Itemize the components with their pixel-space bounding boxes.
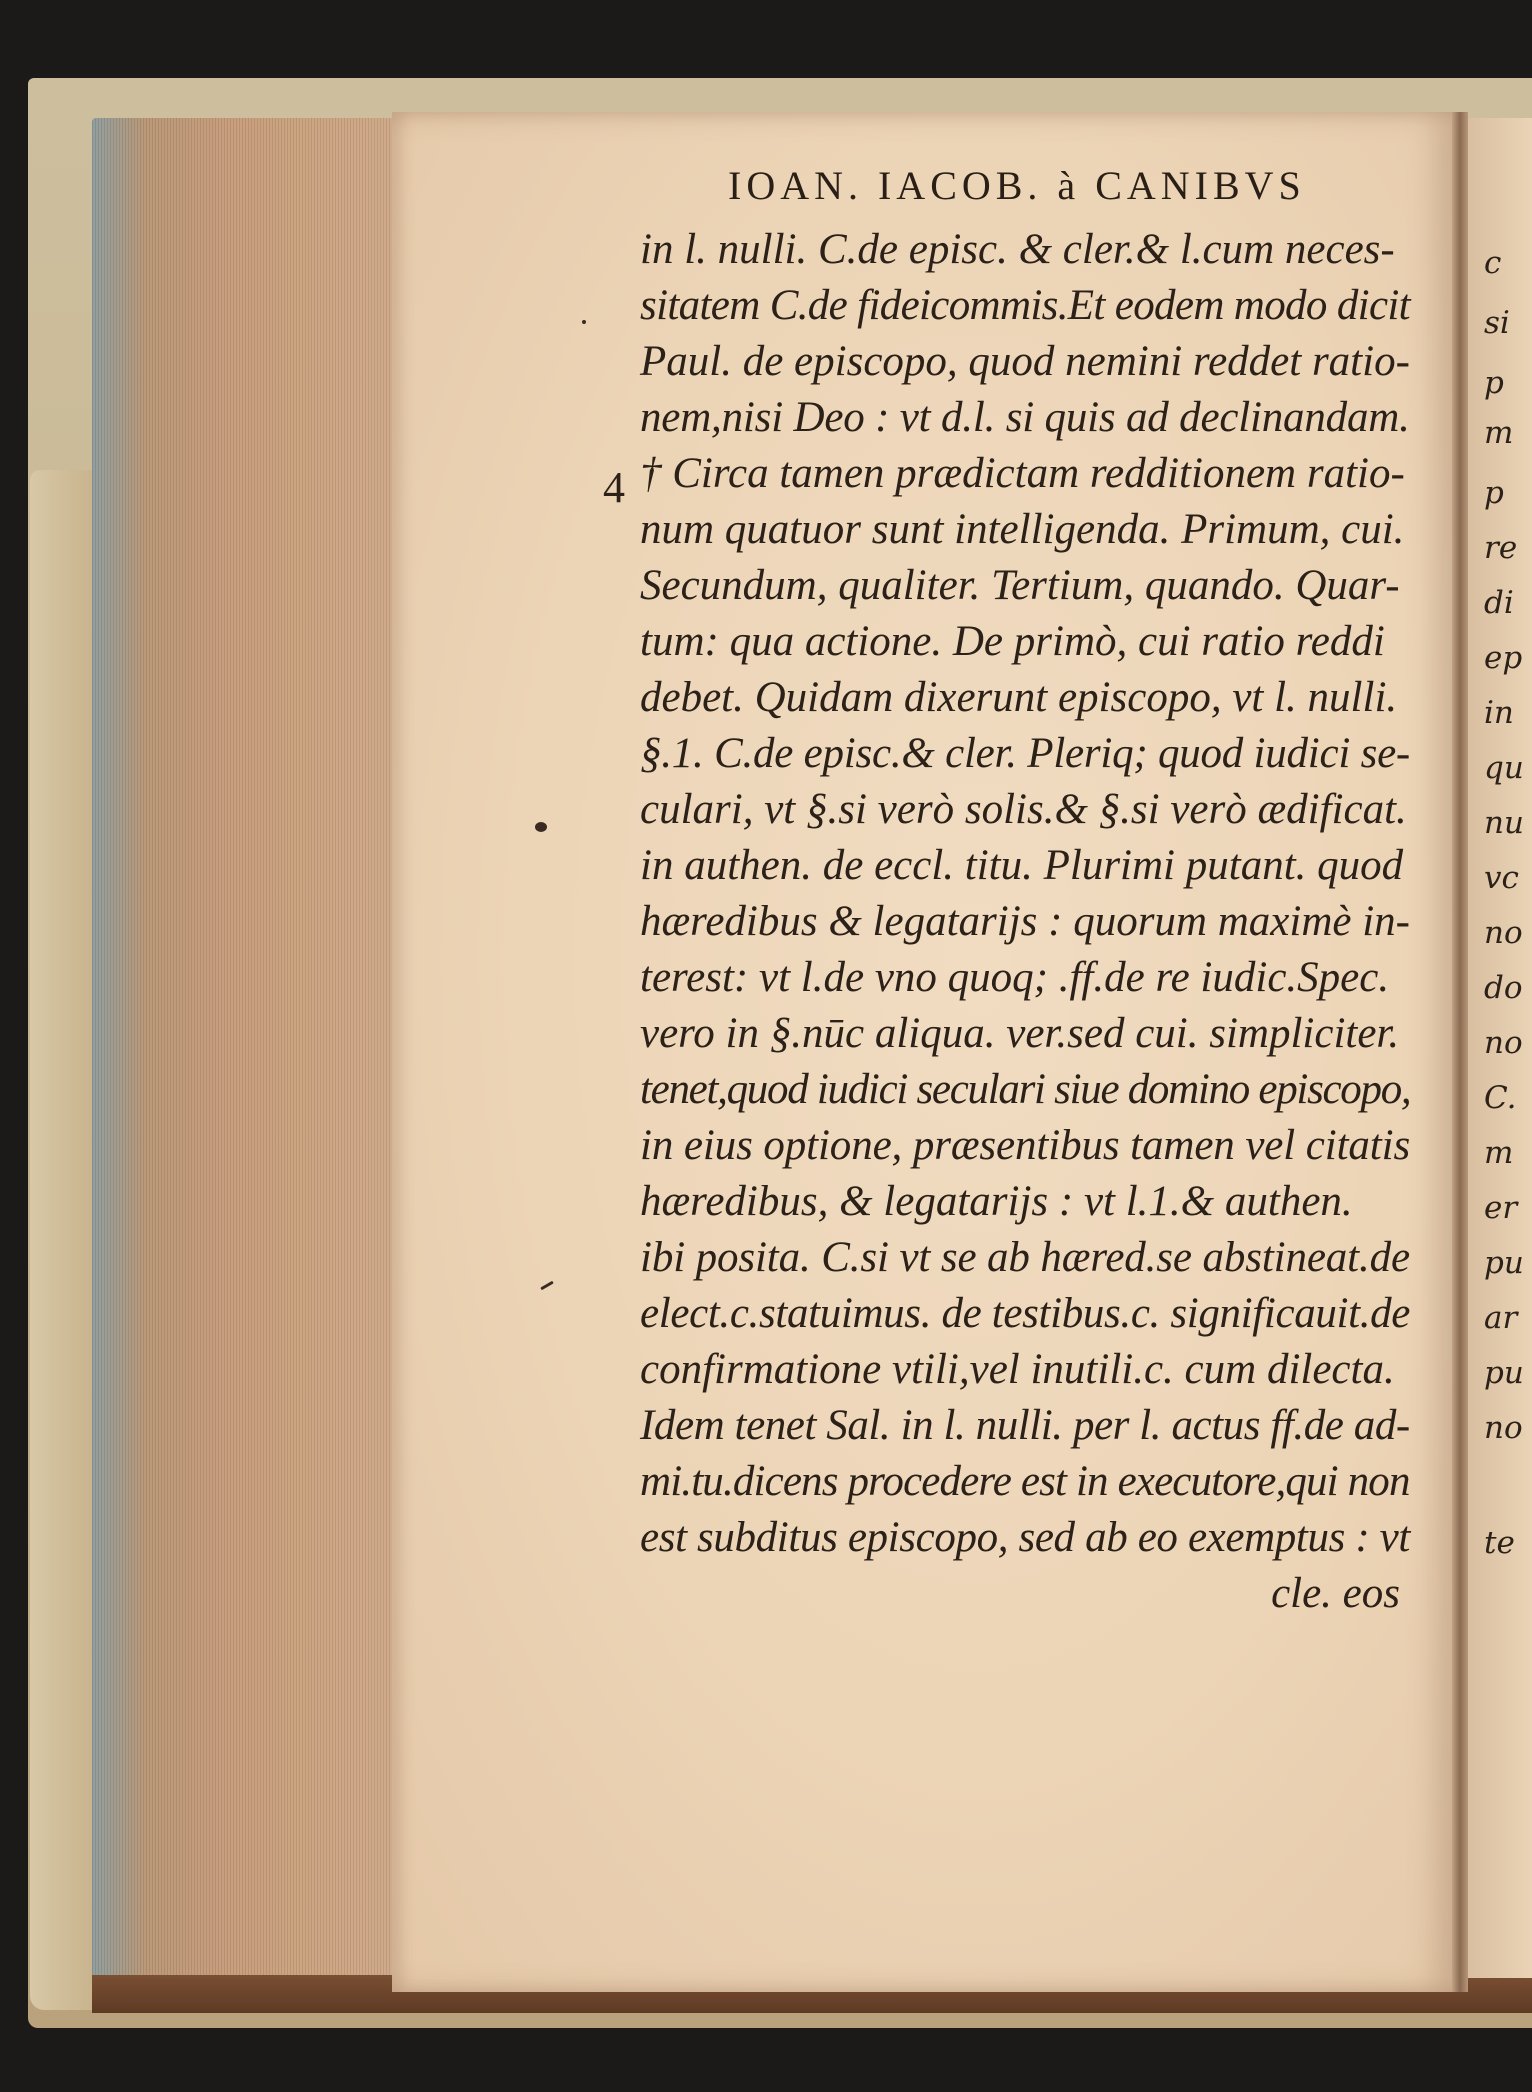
text-line: tum: qua actione. De primò, cui ratio reddi <box>640 618 1385 665</box>
text-line: ibi posita. C.si vt se ab hæred.se abstineat.de <box>640 1234 1410 1281</box>
text-line: hæredibus & legatarijs : quorum maximè in- <box>640 898 1410 945</box>
text-line: Secundum, qualiter. Tertium, quando. Quar- <box>640 562 1400 609</box>
text-line: in l. nulli. C.de episc. & cler.& l.cum neces- <box>640 226 1395 273</box>
facing-text: nu <box>1484 805 1524 841</box>
text-line: nem,nisi Deo : vt d.l. si quis ad declinandam. <box>640 394 1410 441</box>
text-line: Idem tenet Sal. in l. nulli. per l. actus ff.de ad- <box>640 1402 1410 1449</box>
text-line: tenet,quod iudici seculari siue domino episcopo, <box>640 1066 1411 1113</box>
text-line: num quatuor sunt intelligenda. Primum, cui. <box>640 506 1405 553</box>
catchword: cle. eos <box>1271 1570 1400 1617</box>
margin-number: 4 <box>603 463 625 512</box>
facing-text: in <box>1484 695 1514 731</box>
text-line: in eius optione, præsentibus tamen vel citatis <box>640 1122 1411 1169</box>
text-line: † Circa tamen prædictam redditionem ratio- <box>640 450 1405 497</box>
text-line: terest: vt l.de vno quoq; .ff.de re iudic.Spec. <box>640 954 1390 1001</box>
facing-text: ep <box>1484 640 1523 676</box>
facing-text: si <box>1484 305 1510 341</box>
facing-text: c <box>1484 245 1502 281</box>
facing-text: C. <box>1484 1080 1517 1116</box>
page-block-edge <box>92 118 392 1988</box>
text-line: §.1. C.de episc.& cler. Pleriq; quod iudici se- <box>640 730 1411 777</box>
text-line: mi.tu.dicens procedere est in executore,qui non <box>640 1458 1410 1505</box>
text-line: hæredibus, & legatarijs : vt l.1.& authen. <box>640 1178 1353 1225</box>
facing-text: p <box>1484 475 1504 511</box>
facing-text: no <box>1484 1025 1523 1061</box>
facing-text: p <box>1484 365 1504 401</box>
text-line: vero in §.nūc aliqua. ver.sed cui. simpliciter. <box>640 1010 1400 1057</box>
facing-text: do <box>1484 970 1523 1006</box>
text-line: confirmatione vtili,vel inutili.c. cum dilecta. <box>640 1346 1395 1393</box>
facing-text: no <box>1484 1410 1523 1446</box>
right-page-fragment <box>1468 118 1532 1978</box>
facing-text: m <box>1484 1135 1514 1171</box>
facing-text: pu <box>1484 1355 1524 1391</box>
text-line: culari, vt §.si verò solis.& §.si verò ædificat. <box>640 786 1407 833</box>
facing-text: te <box>1484 1525 1515 1561</box>
text-line: sitatem C.de fideicommis.Et eodem modo dicit <box>640 282 1410 329</box>
text-line: debet. Quidam dixerunt episcopo, vt l. nulli. <box>640 674 1398 721</box>
text-line: in authen. de eccl. titu. Plurimi putant. quod <box>640 842 1404 889</box>
facing-text: di <box>1484 585 1514 621</box>
facing-text: vc <box>1484 860 1519 896</box>
text-line: elect.c.statuimus. de testibus.c. significauit.de <box>640 1290 1410 1337</box>
facing-text: ar <box>1484 1300 1518 1336</box>
facing-text: er <box>1484 1190 1518 1226</box>
facing-text: re <box>1484 530 1518 566</box>
ink-speck <box>582 320 586 324</box>
facing-text: qu <box>1484 750 1524 786</box>
facing-text: no <box>1484 915 1523 951</box>
book-gutter <box>1452 112 1468 1992</box>
facing-text: m <box>1484 415 1514 451</box>
running-header: IOAN. IACOB. à CANIBVS <box>728 163 1306 208</box>
text-line: Paul. de episcopo, quod nemini reddet ratio- <box>640 338 1410 385</box>
facing-text: pu <box>1484 1245 1524 1281</box>
text-line: est subditus episcopo, sed ab eo exemptus : vt <box>640 1514 1410 1561</box>
ink-speck <box>535 822 547 832</box>
